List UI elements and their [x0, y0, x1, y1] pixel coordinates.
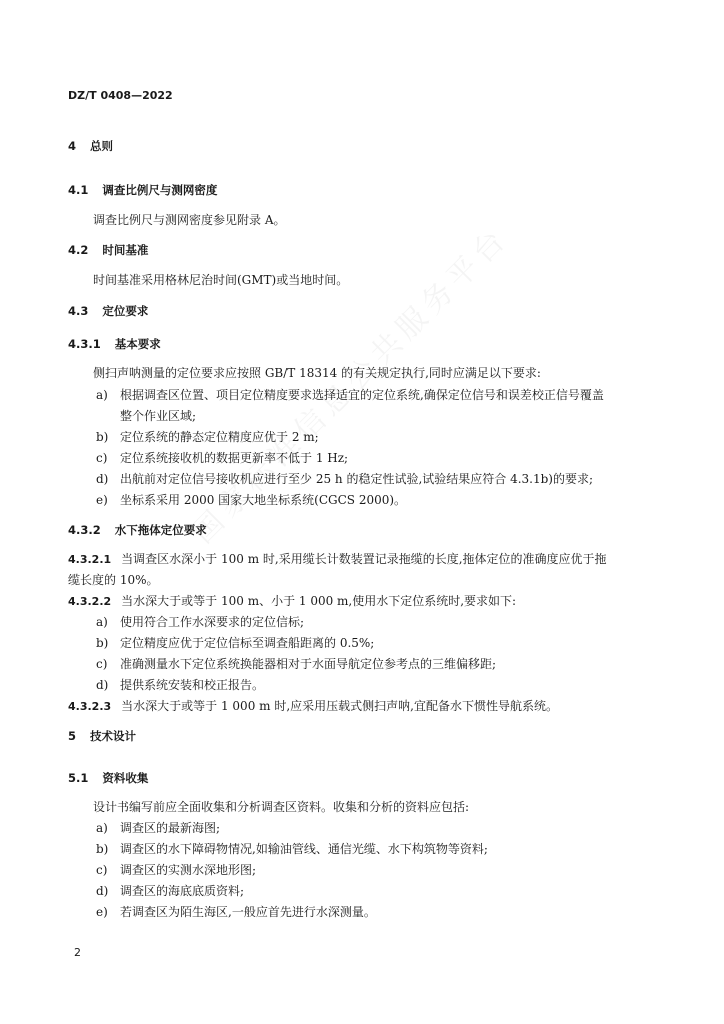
list-item-label: e)	[96, 905, 108, 919]
section-number: 4.3.2	[68, 523, 101, 537]
paragraph-4-3-2-2	[68, 594, 516, 609]
list-item	[96, 636, 374, 650]
list-item-label: e)	[96, 493, 108, 507]
section-4-3-2-heading	[68, 523, 207, 537]
section-5-1-intro: 设计书编写前应全面收集和分析调查区资料。收集和分析的资料应包括:	[93, 800, 470, 814]
list-item-label: d)	[96, 472, 109, 486]
list-item	[96, 451, 348, 465]
list-item-label: d)	[96, 884, 109, 898]
paragraph-continuation: 缆长度的 10%。	[68, 573, 159, 587]
list-item-continuation: 整个作业区域;	[120, 409, 197, 423]
list-item	[96, 388, 604, 402]
section-4-3-1-heading	[68, 337, 161, 351]
list-item	[96, 493, 406, 507]
list-item-label: c)	[96, 451, 108, 465]
list-item	[96, 472, 593, 486]
section-number: 4.3	[68, 304, 89, 318]
section-title: 水下拖体定位要求	[114, 523, 207, 537]
list-item-text: 提供系统安装和校正报告。	[120, 678, 265, 692]
clause-number: 4.3.2.2	[68, 595, 112, 608]
clause-number: 4.3.2.1	[68, 553, 112, 566]
list-item	[96, 615, 304, 629]
list-item	[96, 884, 244, 898]
section-title: 时间基准	[102, 243, 149, 257]
clause-text: 当水深大于或等于 100 m、小于 1 000 m,使用水下定位系统时,要求如下:	[121, 594, 517, 608]
section-title: 定位要求	[102, 304, 149, 318]
clause-number: 4.3.2.3	[68, 700, 112, 713]
section-title: 总则	[90, 139, 114, 153]
list-item-text: 调查区的最新海图;	[120, 821, 221, 835]
list-item-text: 使用符合工作水深要求的定位信标;	[120, 615, 305, 629]
list-item-text: 调查区的海底底质资料;	[120, 884, 245, 898]
section-number: 5.1	[68, 771, 89, 785]
list-item-label: d)	[96, 678, 109, 692]
list-item-text: 准确测量水下定位系统换能器相对于水面导航定位参考点的三维偏移距;	[120, 657, 497, 671]
section-4-3-heading	[68, 304, 148, 318]
list-item-label: c)	[96, 657, 108, 671]
section-title: 技术设计	[90, 729, 137, 743]
list-item-text: 若调查区为陌生海区,一般应首先进行水深测量。	[120, 905, 376, 919]
list-item-label: a)	[96, 388, 108, 402]
list-item-label: b)	[96, 636, 109, 650]
section-4-3-1-intro: 侧扫声呐测量的定位要求应按照 GB/T 18314 的有关规定执行,同时应满足以下要求:	[93, 366, 541, 380]
list-item	[96, 678, 264, 692]
section-4-1-heading	[68, 183, 217, 197]
clause-text: 当调查区水深小于 100 m 时,采用缆长计数装置记录拖缆的长度,拖体定位的准确度应优于拖	[121, 552, 607, 566]
list-item-text: 出航前对定位信号接收机应进行至少 25 h 的稳定性试验,试验结果应符合 4.3.1b)的要求;	[120, 472, 594, 486]
list-item-label: b)	[96, 842, 109, 856]
section-title: 调查比例尺与测网密度	[102, 183, 218, 197]
list-item-label: a)	[96, 615, 108, 629]
list-item-text: 调查区的实测水深地形图;	[120, 863, 257, 877]
standard-number: DZ/T 0408—2022	[68, 89, 173, 102]
list-item	[96, 863, 256, 877]
clause-text: 当水深大于或等于 1 000 m 时,应采用压载式侧扫声呐,宜配备水下惯性导航系统。	[121, 699, 558, 713]
paragraph-4-3-2-3	[68, 699, 558, 714]
list-item	[96, 430, 319, 444]
list-item	[96, 842, 488, 856]
section-number: 4.2	[68, 243, 89, 257]
section-number: 4.1	[68, 183, 89, 197]
section-4-1-text: 调查比例尺与测网密度参见附录 A。	[93, 213, 286, 227]
list-item-text: 定位精度应优于定位信标至调查船距离的 0.5%;	[120, 636, 375, 650]
list-item-label: a)	[96, 821, 108, 835]
section-4-2-text: 时间基准采用格林尼治时间(GMT)或当地时间。	[93, 273, 349, 287]
section-number: 4.3.1	[68, 337, 101, 351]
list-item-text: 坐标系采用 2000 国家大地坐标系统(CGCS 2000)。	[120, 493, 407, 507]
list-item	[96, 821, 220, 835]
list-item-label: b)	[96, 430, 109, 444]
list-item-text: 调查区的水下障碍物情况,如输油管线、通信光缆、水下构筑物等资料;	[120, 842, 488, 856]
section-4-heading	[68, 139, 113, 153]
section-title: 基本要求	[114, 337, 161, 351]
section-title: 资料收集	[102, 771, 149, 785]
section-5-1-heading	[68, 771, 148, 785]
list-item-text: 定位系统接收机的数据更新率不低于 1 Hz;	[120, 451, 349, 465]
section-number: 5	[68, 729, 77, 743]
list-item-text: 根据调查区位置、项目定位精度要求选择适宜的定位系统,确保定位信号和误差校正信号覆盖	[120, 388, 604, 402]
section-number: 4	[68, 139, 77, 153]
list-item-label: c)	[96, 863, 108, 877]
page-number: 2	[74, 946, 81, 959]
section-5-heading	[68, 729, 136, 743]
list-item	[96, 657, 496, 671]
paragraph-4-3-2-1	[68, 552, 607, 567]
list-item	[96, 905, 376, 919]
list-item-text: 定位系统的静态定位精度应优于 2 m;	[120, 430, 319, 444]
section-4-2-heading	[68, 243, 148, 257]
